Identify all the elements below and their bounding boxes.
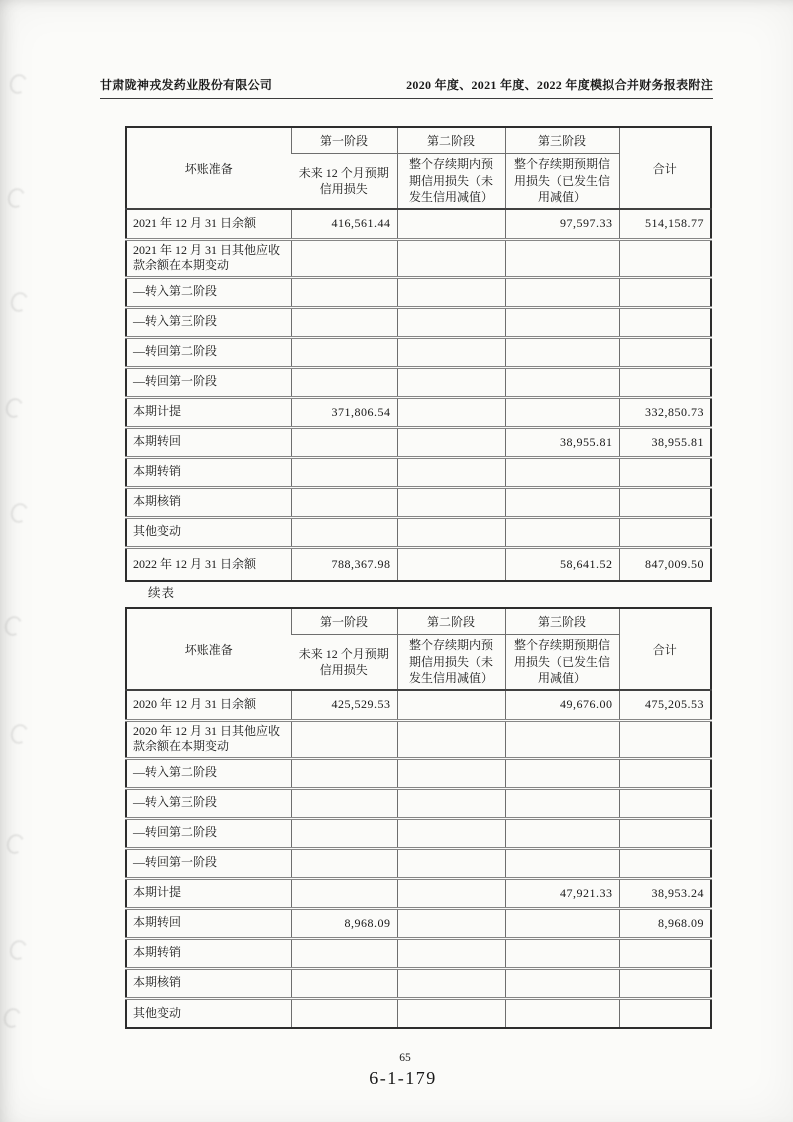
cell-stage2	[397, 547, 505, 581]
cell-stage2	[397, 878, 505, 908]
cell-stage2	[397, 938, 505, 968]
table-row	[126, 878, 711, 908]
cell-total	[619, 307, 711, 337]
table-row	[126, 848, 711, 878]
row-label: 本期转销	[126, 457, 291, 487]
cell-stage2	[397, 998, 505, 1028]
corner-header: 坏账准备	[184, 642, 233, 657]
table-row	[126, 938, 711, 968]
continuation-label: 续表	[148, 586, 176, 600]
total-header: 合计	[619, 127, 711, 209]
bad-debt-provision-table-2	[125, 607, 712, 1029]
cell-total: 847,009.50	[619, 547, 711, 581]
stage2-header: 第二阶段	[397, 127, 505, 153]
cell-stage3: 47,921.33	[505, 878, 619, 908]
cell-stage3	[505, 239, 619, 277]
row-label: 本期转销	[126, 938, 291, 968]
cell-stage2	[397, 337, 505, 367]
cell-stage2	[397, 209, 505, 239]
cell-stage1: 371,806.54	[291, 397, 397, 427]
cell-stage1	[291, 848, 397, 878]
row-label: 2022 年 12 月 31 日余额	[126, 547, 291, 581]
row-label: 本期核销	[126, 487, 291, 517]
stage3-subheader: 整个存续期预期信用损失（已发生信用减值）	[505, 153, 619, 209]
cell-stage2	[397, 788, 505, 818]
cell-total	[619, 848, 711, 878]
cell-total	[619, 367, 711, 397]
doc-code: 6-1-179	[369, 1068, 437, 1088]
scan-artifact	[2, 614, 24, 638]
table-row	[126, 487, 711, 517]
row-label: 本期核销	[126, 968, 291, 998]
table-row	[126, 239, 711, 277]
cell-total	[619, 487, 711, 517]
cell-total	[619, 758, 711, 788]
row-label: 其他变动	[126, 517, 291, 547]
cell-total	[619, 517, 711, 547]
row-label: 2021 年 12 月 31 日其他应收款余额在本期变动	[126, 239, 291, 277]
table-row	[126, 277, 711, 307]
table-row	[126, 968, 711, 998]
table-header-row	[126, 608, 711, 634]
cell-stage3: 38,955.81	[505, 427, 619, 457]
stage1-header: 第一阶段	[291, 608, 397, 634]
row-label: —转入第二阶段	[126, 758, 291, 788]
cell-stage3	[505, 908, 619, 938]
cell-stage3	[505, 998, 619, 1028]
cell-stage1: 425,529.53	[291, 690, 397, 720]
row-label: —转入第三阶段	[126, 307, 291, 337]
cell-stage2	[397, 690, 505, 720]
page-number: 65	[399, 1052, 411, 1064]
cell-total	[619, 818, 711, 848]
cell-total	[619, 998, 711, 1028]
cell-stage1	[291, 788, 397, 818]
table-row	[126, 908, 711, 938]
cell-stage2	[397, 277, 505, 307]
stage1-header: 第一阶段	[291, 127, 397, 153]
cell-stage3	[505, 968, 619, 998]
cell-total: 8,968.09	[619, 908, 711, 938]
table-row	[126, 758, 711, 788]
stage2-subheader: 整个存续期内预期信用损失（未发生信用减值）	[397, 634, 505, 690]
row-label: —转回第一阶段	[126, 848, 291, 878]
cell-total	[619, 277, 711, 307]
cell-total: 38,953.24	[619, 878, 711, 908]
stage1-subheader: 未来 12 个月预期信用损失	[291, 153, 397, 209]
cell-stage3: 58,641.52	[505, 547, 619, 581]
cell-stage1: 416,561.44	[291, 209, 397, 239]
table-row	[126, 998, 711, 1028]
table-row	[126, 517, 711, 547]
cell-stage2	[397, 968, 505, 998]
scan-artifact	[5, 186, 27, 210]
table-row	[126, 690, 711, 720]
stage2-header: 第二阶段	[397, 608, 505, 634]
cell-stage1	[291, 239, 397, 277]
cell-stage1	[291, 758, 397, 788]
total-header: 合计	[619, 608, 711, 690]
cell-total: 475,205.53	[619, 690, 711, 720]
row-label: —转入第二阶段	[126, 277, 291, 307]
cell-stage3	[505, 457, 619, 487]
row-label: 其他变动	[126, 998, 291, 1028]
cell-total: 38,955.81	[619, 427, 711, 457]
scan-artifact	[7, 938, 29, 962]
cell-stage2	[397, 848, 505, 878]
cell-total	[619, 938, 711, 968]
scan-artifact	[7, 72, 29, 96]
table-row	[126, 457, 711, 487]
table-row	[126, 337, 711, 367]
row-label: 2020 年 12 月 31 日其他应收款余额在本期变动	[126, 720, 291, 758]
cell-stage3: 49,676.00	[505, 690, 619, 720]
cell-stage1	[291, 427, 397, 457]
cell-stage3	[505, 938, 619, 968]
stage3-header: 第三阶段	[505, 608, 619, 634]
cell-stage1	[291, 968, 397, 998]
cell-stage1	[291, 487, 397, 517]
table-row	[126, 818, 711, 848]
cell-stage1	[291, 818, 397, 848]
cell-stage3	[505, 337, 619, 367]
cell-stage2	[397, 367, 505, 397]
stage3-header: 第三阶段	[505, 127, 619, 153]
cell-total	[619, 337, 711, 367]
row-label: 2021 年 12 月 31 日余额	[126, 209, 291, 239]
scan-artifact	[8, 722, 30, 746]
cell-stage2	[397, 397, 505, 427]
cell-stage1	[291, 277, 397, 307]
cell-total	[619, 788, 711, 818]
cell-stage2	[397, 517, 505, 547]
cell-stage3	[505, 397, 619, 427]
row-label: —转入第三阶段	[126, 788, 291, 818]
table-row	[126, 307, 711, 337]
report-title: 2020 年度、2021 年度、2022 年度模拟合并财务报表附注	[406, 78, 713, 92]
cell-stage1	[291, 938, 397, 968]
cell-total: 514,158.77	[619, 209, 711, 239]
cell-stage3	[505, 720, 619, 758]
cell-stage2	[397, 758, 505, 788]
cell-stage2	[397, 307, 505, 337]
page-header	[100, 76, 713, 99]
cell-total	[619, 720, 711, 758]
cell-stage1: 8,968.09	[291, 908, 397, 938]
cell-stage1	[291, 367, 397, 397]
cell-stage3	[505, 818, 619, 848]
cell-stage1	[291, 878, 397, 908]
cell-stage3	[505, 788, 619, 818]
table-row	[126, 720, 711, 758]
scan-artifact	[8, 501, 30, 525]
cell-stage3: 97,597.33	[505, 209, 619, 239]
cell-stage3	[505, 307, 619, 337]
row-label: —转回第二阶段	[126, 337, 291, 367]
cell-stage1: 788,367.98	[291, 547, 397, 581]
table-row	[126, 397, 711, 427]
cell-stage1	[291, 307, 397, 337]
table-header-row	[126, 127, 711, 153]
table-row	[126, 427, 711, 457]
cell-stage2	[397, 239, 505, 277]
cell-stage3	[505, 487, 619, 517]
cell-stage3	[505, 367, 619, 397]
row-label: 本期计提	[126, 878, 291, 908]
stage2-subheader: 整个存续期内预期信用损失（未发生信用减值）	[397, 153, 505, 209]
cell-stage3	[505, 848, 619, 878]
row-label: 本期计提	[126, 397, 291, 427]
cell-stage3	[505, 277, 619, 307]
scan-artifact	[3, 396, 25, 420]
cell-total	[619, 239, 711, 277]
cell-stage2	[397, 908, 505, 938]
row-label: —转回第一阶段	[126, 367, 291, 397]
row-label: 本期转回	[126, 908, 291, 938]
cell-stage2	[397, 457, 505, 487]
cell-stage2	[397, 487, 505, 517]
cell-stage2	[397, 427, 505, 457]
scan-artifact	[4, 832, 26, 856]
row-label: —转回第二阶段	[126, 818, 291, 848]
cell-stage3	[505, 517, 619, 547]
scan-artifact	[8, 290, 30, 314]
table-row	[126, 788, 711, 818]
stage3-subheader: 整个存续期预期信用损失（已发生信用减值）	[505, 634, 619, 690]
cell-stage3	[505, 758, 619, 788]
cell-total	[619, 457, 711, 487]
company-name: 甘肃陇神戎发药业股份有限公司	[100, 78, 273, 92]
scan-artifact	[1, 1006, 23, 1030]
cell-stage2	[397, 818, 505, 848]
cell-total: 332,850.73	[619, 397, 711, 427]
cell-stage1	[291, 517, 397, 547]
row-label: 本期转回	[126, 427, 291, 457]
table-row	[126, 367, 711, 397]
table-row	[126, 209, 711, 239]
cell-stage1	[291, 457, 397, 487]
stage1-subheader: 未来 12 个月预期信用损失	[291, 634, 397, 690]
cell-stage2	[397, 720, 505, 758]
table-row	[126, 547, 711, 581]
cell-stage1	[291, 720, 397, 758]
bad-debt-provision-table-1	[125, 126, 712, 582]
cell-stage1	[291, 998, 397, 1028]
corner-header: 坏账准备	[184, 161, 233, 176]
row-label: 2020 年 12 月 31 日余额	[126, 690, 291, 720]
cell-stage1	[291, 337, 397, 367]
cell-total	[619, 968, 711, 998]
